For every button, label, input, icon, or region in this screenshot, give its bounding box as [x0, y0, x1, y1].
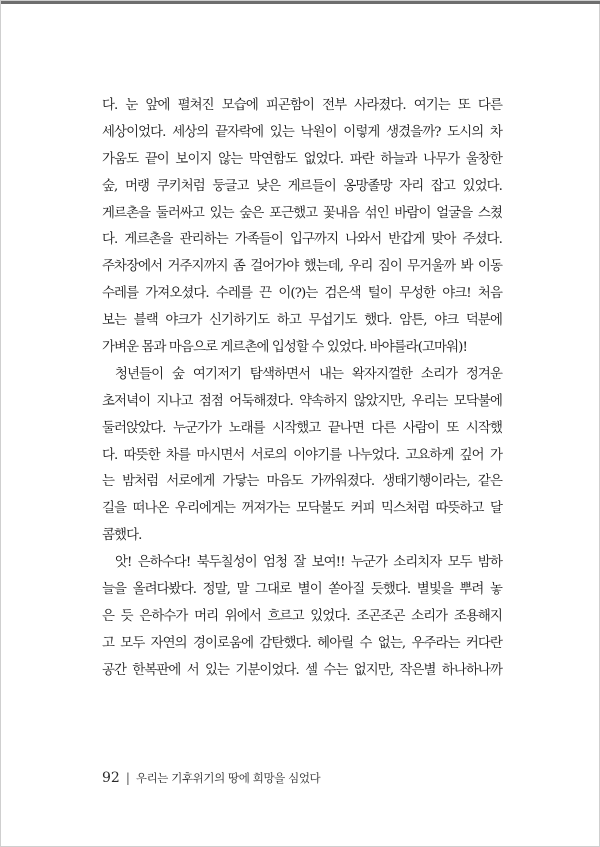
- top-border: [1, 1, 600, 4]
- text-line: 다. 게르촌을 관리하는 가족들이 입구까지 나와서 반갑게 맞아 주셨다.: [102, 232, 502, 248]
- text-line: 은 듯 은하수가 머리 위에서 흐르고 있었다. 조곤조곤 소리가 조용해지: [102, 608, 502, 624]
- footer-separator: |: [125, 771, 130, 785]
- running-title: 우리는 기후위기의 땅에 희망을 심었다: [135, 771, 321, 785]
- text-line: 세상이었다. 세상의 끝자락에 있는 낙원이 이렇게 생겼을까? 도시의 차: [102, 124, 502, 140]
- page-number: 92: [102, 770, 120, 786]
- text-line: 게르촌을 둘러싸고 있는 숲은 포근했고 꽃내음 섞인 바람이 얼굴을 스쳤: [102, 205, 502, 221]
- paragraph-start-line: 청년들이 숲 여기저기 탐색하면서 내는 왁자지껄한 소리가 정겨운: [115, 366, 502, 382]
- text-line: 다. 따뜻한 차를 마시면서 서로의 이야기를 나누었다. 고요하게 깊어 가: [102, 447, 502, 463]
- text-line: 가벼운 몸과 마음으로 게르촌에 입성할 수 있었다. 바야를라(고마워)!: [102, 340, 467, 356]
- text-line: 가움도 끝이 보이지 않는 막연함도 없었다. 파란 하늘과 나무가 울창한: [102, 151, 502, 167]
- text-line: 공간 한복판에 서 있는 기분이었다. 셀 수는 없지만, 작은별 하나하나까: [102, 662, 502, 678]
- text-line: 수레를 가져오셨다. 수레를 끈 이(?)는 검은색 털이 무성한 야크! 처음: [102, 286, 502, 302]
- text-line: 다. 눈 앞에 펼쳐진 모습에 피곤함이 전부 사라졌다. 여기는 또 다른: [102, 98, 502, 113]
- text-line: 보는 블랙 야크가 신기하기도 하고 무섭기도 했다. 암튼, 야크 덕분에: [102, 313, 502, 329]
- text-line: 콤했다.: [102, 528, 142, 544]
- text-line: 길을 떠나온 우리에게는 꺼져가는 모닥불도 커피 믹스처럼 따뜻하고 달: [102, 501, 502, 517]
- text-line: 고 모두 자연의 경이로움에 감탄했다. 헤아릴 수 없는, 우주라는 커다란: [102, 635, 502, 651]
- text-line: 둘러앉았다. 누군가가 노래를 시작했고 끝나면 다른 사람이 또 시작했: [102, 420, 502, 436]
- body-text: [102, 93, 502, 685]
- text-line: 는 밤처럼 서로에게 가닿는 마음도 가까워졌다. 생태기행이라는, 같은: [102, 474, 502, 490]
- text-line: 숲, 머랭 쿠키처럼 둥글고 낮은 게르들이 옹망졸망 자리 잡고 있었다.: [102, 178, 502, 194]
- text-line: 주차장에서 거주지까지 좀 걸어가야 했는데, 우리 짐이 무거울까 봐 이동: [102, 259, 502, 275]
- page-footer: [102, 767, 320, 787]
- text-line: 초저녁이 지나고 점점 어둑해졌다. 약속하지 않았지만, 우리는 모닥불에: [102, 393, 502, 409]
- text-line: 늘을 올려다봤다. 정말, 말 그대로 별이 쏟아질 듯했다. 별빛을 뿌려 놓: [102, 582, 502, 598]
- paragraph-start-line: 앗! 은하수다! 북두칠성이 엄청 잘 보여!! 누군가 소리치자 모두 밤하: [115, 555, 502, 571]
